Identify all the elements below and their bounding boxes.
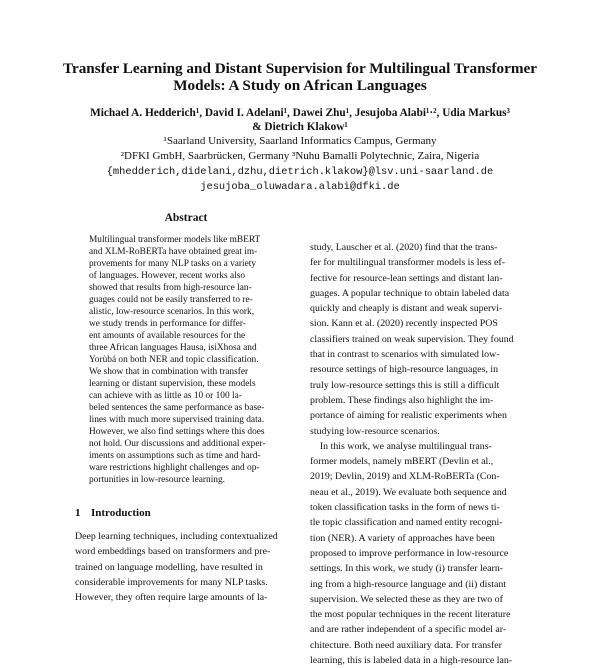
- body-line: guages. A popular technique to obtain labeled data: [310, 287, 510, 299]
- affiliations: [40, 134, 560, 196]
- section-number: 1: [75, 507, 81, 519]
- paper-title: [60, 60, 540, 94]
- abstract-line: not hold. Our discussions and additional exper-: [89, 439, 266, 449]
- title-line: Transfer Learning and Distant Supervision for Multilingual Transformer: [62, 60, 538, 77]
- body-line: chitecture. Both need auxiliary data. For transfer: [310, 639, 502, 651]
- body-line: former models, namely mBERT (Devlin et al.,: [310, 456, 494, 468]
- body-line: neau et al., 2019). We evaluate both sequence and: [310, 486, 507, 498]
- author-line: & Dietrich Klakow¹: [252, 121, 348, 133]
- body-line: tle topic classification and named entity recogni-: [310, 517, 503, 529]
- intro-line: Deep learning techniques, including contextualized: [75, 531, 278, 542]
- abstract-heading: Abstract: [164, 212, 208, 224]
- body-line: In this work, we analyse multilingual trans-: [310, 440, 492, 452]
- body-line: problem. These findings also highlight the im-: [310, 394, 494, 406]
- body-line: resource settings of high-resource languages, in: [310, 364, 499, 376]
- abstract-line: However, we also find settings where this does: [89, 427, 265, 437]
- intro-line: trained on language modelling, have resulted in: [75, 561, 263, 573]
- intro-line: However, they often require large amounts of la-: [75, 592, 268, 604]
- author-list: [40, 106, 560, 134]
- email-line: {mhedderich,didelani,dzhu,dietrich.klakow}@lsv.uni-saarland.de: [106, 165, 494, 178]
- section-title: Introduction: [91, 507, 151, 519]
- body-line: fective for resource-lean settings and distant lan-: [310, 272, 503, 284]
- body-line: quickly and cheaply is distant and weak supervi-: [310, 303, 503, 315]
- body-line: ing from a high-resource language and (ii) distant: [310, 578, 507, 590]
- body-line: portance of aiming for realistic experiments when: [310, 410, 507, 422]
- abstract-line: of languages. However, recent works also: [89, 271, 246, 281]
- abstract-line: beled sentences the same performance as base-: [89, 403, 265, 413]
- intro-line: considerable improvements for many NLP tasks.: [75, 576, 268, 588]
- abstract-line: iments on assumptions such as time and hard-: [89, 451, 261, 461]
- abstract-line: ware restrictions highlight challenges and op-: [89, 463, 260, 473]
- abstract-line: portunities in low-resource learning.: [89, 475, 225, 485]
- intro-line: word embeddings based on transformers and pre-: [75, 546, 271, 558]
- abstract-line: three African languages Hausa, isiXhosa and: [89, 343, 257, 353]
- abstract-line: can achieve with as little as 10 or 100 la-: [89, 391, 242, 401]
- body-line: that in contrast to scenarios with simulated low-: [310, 349, 500, 361]
- body-line: tion (NER). A variety of approaches have been: [310, 532, 495, 544]
- body-line: the most popular techniques in the recent literature: [310, 609, 511, 621]
- body-line: truly low-resource settings this is still a difficult: [310, 379, 500, 391]
- abstract-line: learning or distant supervision, these models: [89, 379, 256, 389]
- body-line: settings. In this work, we study (i) transfer learn-: [310, 563, 504, 575]
- body-line: studying low-resource scenarios.: [310, 425, 440, 437]
- abstract-line: we study trends in performance for differ-: [89, 319, 246, 329]
- section-heading-introduction: [75, 507, 297, 519]
- abstract-body: [89, 234, 283, 486]
- left-column: [75, 212, 297, 605]
- abstract-line: Yorùbá on both NER and topic classification.: [89, 355, 259, 365]
- abstract-line: Multilingual transformer models like mBERT: [89, 235, 261, 245]
- introduction-body: [75, 529, 297, 605]
- body-line: and are rather independent of a specific model ar-: [310, 624, 507, 636]
- author-line: Michael A. Hedderich¹, David I. Adelani¹, Dawei Zhu¹, Jesujoba Alabi¹·², Udia Markus³: [90, 107, 510, 119]
- abstract-line: We show that in combination with transfer: [89, 367, 249, 377]
- abstract-line: and XLM-RoBERTa have obtained great im-: [89, 247, 258, 257]
- body-line: learning, this is labeled data in a high-resource lan-: [310, 655, 513, 667]
- abstract-line: ent amounts of available resources for the: [89, 331, 246, 341]
- body-line: 2019; Devlin, 2019) and XLM-RoBERTa (Con-: [310, 471, 500, 483]
- body-line: token classification tasks in the form of news ti-: [310, 502, 500, 514]
- body-line: proposed to improve performance in low-resource: [310, 547, 509, 559]
- email-line: jesujoba_oluwadara.alabi@dfki.de: [200, 181, 400, 194]
- body-line: sion. Kann et al. (2020) recently inspected POS: [310, 318, 498, 330]
- body-line: study, Lauscher et al. (2020) find that the trans-: [310, 242, 498, 253]
- body-line: classifiers trained on weak supervision. They found: [310, 333, 514, 345]
- abstract-line: lines with much more supervised training data.: [89, 415, 265, 425]
- affiliation-line: ¹Saarland University, Saarland Informatics Campus, Germany: [163, 135, 437, 147]
- right-column: [310, 240, 534, 668]
- abstract-line: provements for many NLP tasks on a variety: [89, 259, 257, 269]
- abstract-line: alistic, low-resource scenarios. In this work,: [89, 307, 255, 317]
- abstract-line: showed that results from high-resource lan-: [89, 283, 252, 293]
- body-line: supervision. We selected these as they are two of: [310, 593, 503, 605]
- abstract-line: guages could not be easily transferred to re-: [89, 295, 253, 305]
- title-line: Models: A Study on African Languages: [173, 77, 427, 94]
- body-line: fer for multilingual transformer models is less ef-: [310, 257, 505, 269]
- affiliation-line: ²DFKI GmbH, Saarbrücken, Germany ³Nuhu Bamalli Polytechnic, Zaira, Nigeria: [120, 150, 480, 163]
